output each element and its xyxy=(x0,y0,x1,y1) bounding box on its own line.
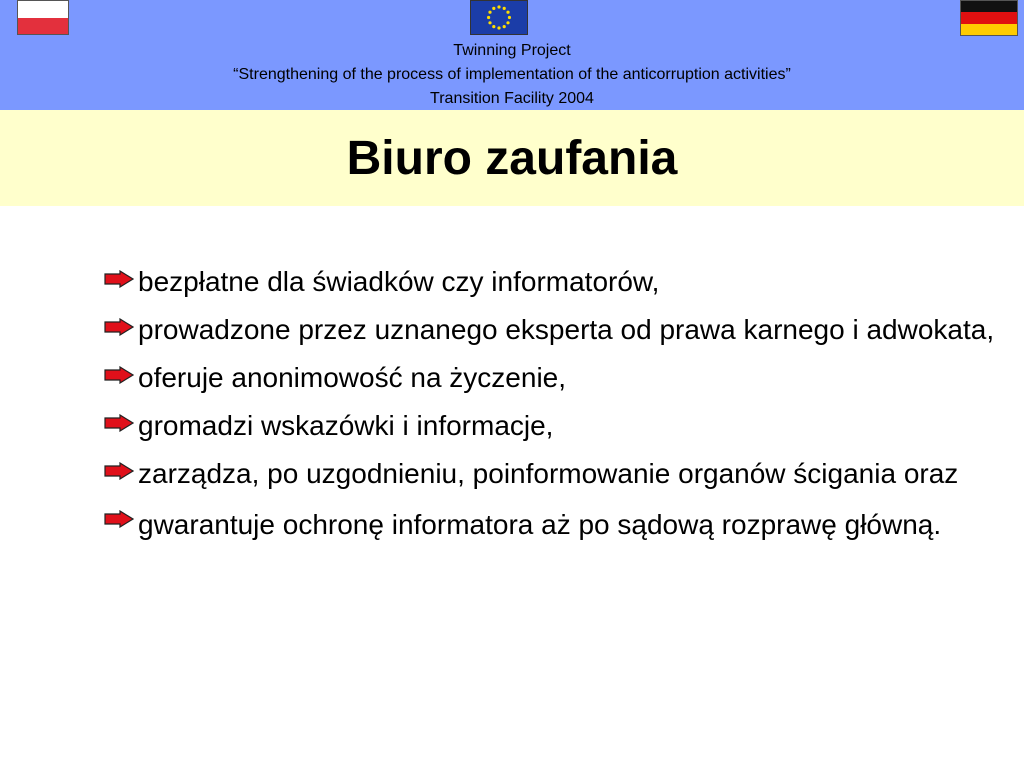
poland-flag-icon xyxy=(17,0,69,35)
germany-flag-icon xyxy=(960,0,1018,36)
pointing-hand-bullet-icon xyxy=(104,414,134,432)
bullet-item xyxy=(104,358,1016,398)
pointing-hand-bullet-icon xyxy=(104,462,134,480)
project-header xyxy=(0,39,1024,111)
bullet-item xyxy=(104,310,1016,350)
bullet-item xyxy=(104,262,1016,302)
pointing-hand-bullet-icon xyxy=(104,510,134,528)
pointing-hand-bullet-icon xyxy=(104,366,134,384)
bullet-item xyxy=(104,406,1016,446)
bullet-item xyxy=(104,502,1016,548)
bullet-text: zarządza, po uzgodnieniu, poinformowanie organów ścigania oraz xyxy=(138,458,959,489)
eu-flag-icon xyxy=(470,0,528,35)
bullet-item xyxy=(104,454,1016,494)
pointing-hand-bullet-icon xyxy=(104,318,134,336)
header-line-1: Twinning Project xyxy=(453,42,571,59)
bullet-text: gwarantuje ochronę informatora aż po sądową rozprawę główną. xyxy=(138,509,942,540)
bullet-list xyxy=(104,262,1016,556)
header-line-3: Transition Facility 2004 xyxy=(430,90,594,107)
header-line-2: “Strengthening of the process of implementation of the anticorruption activities” xyxy=(233,66,791,83)
bullet-text: oferuje anonimowość na życzenie, xyxy=(138,362,567,393)
bullet-text: bezpłatne dla świadków czy informatorów, xyxy=(138,266,660,297)
bullet-text: prowadzone przez uznanego eksperta od prawa karnego i adwokata, xyxy=(138,314,995,345)
pointing-hand-bullet-icon xyxy=(104,270,134,288)
bullet-text: gromadzi wskazówki i informacje, xyxy=(138,410,554,441)
slide-title: Biuro zaufania xyxy=(346,132,678,185)
